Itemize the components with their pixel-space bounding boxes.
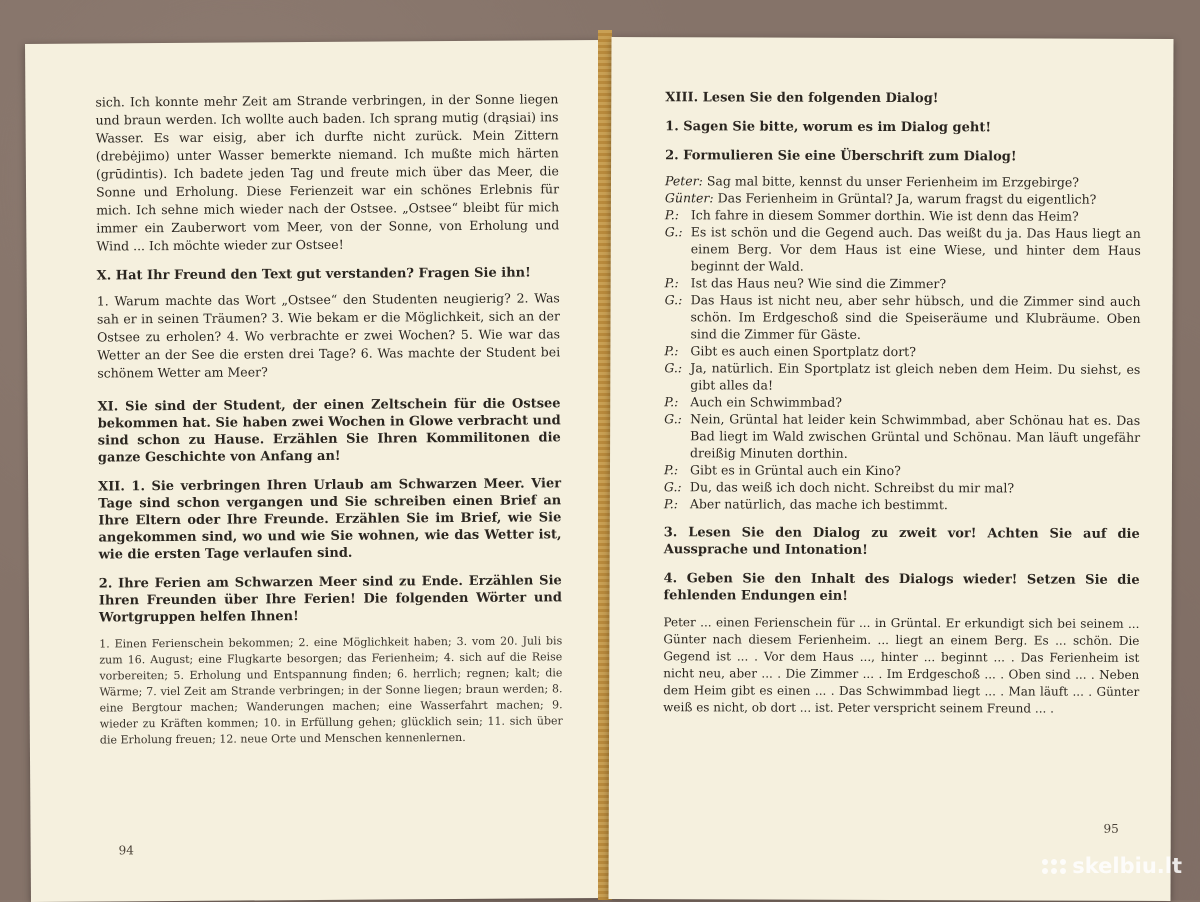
dialog-text: Nein, Grüntal hat leider kein Schwimmbad, aber Schönau hat es. Das Bad liegt im Wald zwischen Grüntal und Schönau. Man läuft ungefähr dreißig Minuten dorthin. (690, 411, 1141, 461)
dialog-line (664, 359, 1140, 395)
dialog-text: Es ist schön und die Gegend auch. Das weißt du ja. Das Haus liegt an einem Berg. Vor dem Haus ist eine Wiese, und hinter dem Haus beginnt der Wald. (690, 224, 1141, 274)
dialog-speaker: P.: (664, 207, 679, 223)
dialog-speaker: G.: (664, 292, 683, 308)
dialog-line (664, 342, 1140, 361)
dialog-line (665, 206, 1141, 225)
dialog-text: Aber natürlich, das mache ich bestimmt. (689, 496, 948, 513)
left-page (25, 40, 606, 902)
dialog-text: Du, das weiß ich doch nicht. Schreibst du mir mal? (689, 479, 1015, 496)
dialog-speaker: G.: (663, 479, 682, 495)
dialog-text: Gibt es in Grüntal auch ein Kino? (689, 462, 901, 479)
dialog-speaker: P.: (663, 462, 679, 478)
dialog-line (665, 189, 1141, 208)
subtask-1-heading: 1. Sagen Sie bitte, worum es im Dialog geht! (665, 119, 992, 136)
dialog-text: Ja, natürlich. Ein Sportplatz ist gleich neben dem Heim. Du siehst, es gibt alles da! (690, 360, 1141, 393)
dialog-line (664, 410, 1140, 463)
dialog-line (665, 274, 1141, 293)
page-number-left: 94 (118, 843, 134, 858)
dialog-speaker: G.: (664, 224, 683, 240)
page-number-right: 95 (1103, 821, 1119, 836)
dialog-speaker: Günter: (664, 190, 714, 206)
dialog-speaker: G.: (664, 360, 683, 376)
dialog-text: Auch ein Schwimmbad? (690, 394, 842, 410)
task-xi-heading: XI. Sie sind der Student, der einen Zeltschein für die Ostsee bekommen hat. Sie haben zwei Wochen in Glowe verbracht und sind schon zu Hause. Erzählen Sie Ihren Kommilitonen die ganze Geschichte von Anfang an! (97, 396, 561, 466)
dialog-speaker: Peter: (664, 173, 703, 189)
dialog-text: Gibt es auch einen Sportplatz dort? (690, 343, 916, 360)
dialog-text: Sag mal bitte, kennst du unser Ferienheim im Erzgebirge? (706, 173, 1079, 190)
dialog-text: Das Haus ist nicht neu, aber sehr hübsch, und die Zimmer sind auch schön. Im Erdgeschoß sind die Speiseräume und Klubräume. Oben sind die Zimmer für Gäste. (690, 292, 1141, 342)
task-x-heading: X. Hat Ihr Freund den Text gut verstanden? Fragen Sie ihn! (96, 265, 531, 284)
subtask-4-heading: 4. Geben Sie den Inhalt des Dialogs wieder! Setzen Sie die fehlenden Endungen ein! (663, 571, 1140, 604)
task-xiii-heading: XIII. Lesen Sie den folgenden Dialog! (665, 90, 939, 107)
task-xii-1-heading: XII. 1. Sie verbringen Ihren Urlaub am Schwarzen Meer. Vier Tage sind schon vergangen und Sie schreiben einen Brief an Ihre Eltern oder Ihre Freunde. Erzählen Sie im Brief, wie Sie angekommen sind, wo und wie Sie wohnen, wie das Wetter ist, wie die ersten Tage verlaufen sind. (98, 476, 562, 563)
dialog-text: Ich fahre in diesem Sommer dorthin. Wie ist denn das Heim? (690, 207, 1079, 224)
dialog-speaker: P.: (664, 343, 679, 359)
cloze-text: Peter ... einen Ferienschein für ... in Grüntal. Er erkundigt sich bei seinem ... Günter nach diesem Ferienheim. ... liegt an einem Berg. Es ... schön. Die Gegend ist ... . Vor dem Haus ..., hinter ... beginnt ... . Das Ferienheim ist nicht neu, aber ... . Die Zimmer ... . Im Erdgeschoß ... . Oben sind ... . Neben dem Heim gibt es einen ... . Das Schwimmbad liegt ... . Man läuft ... . Günter weiß es nicht, ob dort ... ist. Peter verspricht seinem Freund ... . (663, 615, 1140, 716)
dialog-text: Das Ferienheim in Grüntal? Ja, warum fragst du eigentlich? (717, 190, 1097, 207)
dialog-line (664, 461, 1140, 480)
dialog-speaker: P.: (664, 394, 679, 410)
watermark-logo-icon (1042, 859, 1066, 874)
subtask-3-heading: 3. Lesen Sie den Dialog zu zweit vor! Achten Sie auf die Aussprache und Intonation! (663, 525, 1140, 558)
task-x-questions: 1. Warum machte das Wort „Ostsee“ den Studenten neugierig? 2. Was sah er in seinen Träumen? 3. Wie bekam er die Möglichkeit, sich an der Ostsee zu erholen? 4. Wo verbrachte er zwei Wochen? 5. Wie war das Wetter an der See die ersten drei Tage? 6. Was machte der Student bei schönem Wetter am Meer? (96, 290, 561, 381)
task-xii-2-heading: 2. Ihre Ferien am Schwarzen Meer sind zu Ende. Erzählen Sie Ihren Freunden über Ihre Ferien! Die folgenden Wörter und Wortgruppen helfen Ihnen! (98, 573, 562, 626)
dialog-speaker: G.: (664, 411, 682, 427)
dialog-line (665, 223, 1141, 276)
watermark (1042, 854, 1182, 878)
right-page (608, 37, 1173, 901)
subtask-2-heading: 2. Formulieren Sie eine Überschrift zum Dialog! (665, 148, 1017, 165)
watermark-text: skelbiu.lt (1072, 854, 1182, 878)
dialog-line (665, 172, 1141, 191)
word-list: 1. Einen Ferienschein bekommen; 2. eine Möglichkeit haben; 3. vom 20. Juli bis zum 16. August; eine Flugkarte besorgen; das Ferienheim; 4. sich auf die Reise vorbereiten; 5. Erholung und Entspannung finden; 6. herrlich; regnen; kalt; die Wärme; 7. viel Zeit am Strande verbringen; in der Sonne liegen; braun werden; 8. eine Bergtour machen; Wanderungen machen; eine Wasserfahrt machen; 9. wieder zu Kräften kommen; 10. in Erfüllung gehen; glücklich sein; 11. sich über die Erholung freuen; 12. neue Orte und Menschen kennenlernen. (99, 634, 563, 747)
dialog-line (664, 393, 1140, 412)
dialog-speaker: P.: (664, 275, 679, 291)
reading-paragraph: sich. Ich konnte mehr Zeit am Strande verbringen, in der Sonne liegen und braun werden. Ich wollte auch baden. Ich sprang mutig (drąsiai) ins Wasser. Es war eisig, aber ich durfte nicht zurück. Mein Zittern (drebėjimo) unter Wasser bemerkte niemand. Ich mußte mich härten (grūdintis). Ich badete jeden Tag und freute mich über das Meer, die Sonne und Erholung. Diese Ferienzeit war ein schönes Erlebnis für mich. Ich sehne mich wieder nach der Ostsee. „Ostsee“ bleibt für mich immer ein Zauberwort vom Meer, von der Sonne, von Erholung und Wind ... Ich möchte wieder zur Ostsee! (95, 91, 560, 254)
dialog-speaker: P.: (663, 496, 678, 512)
dialog-line (664, 291, 1140, 344)
dialog-line (664, 478, 1140, 497)
dialog (664, 172, 1141, 514)
dialog-text: Ist das Haus neu? Wie sind die Zimmer? (690, 275, 947, 292)
dialog-line (664, 495, 1140, 514)
